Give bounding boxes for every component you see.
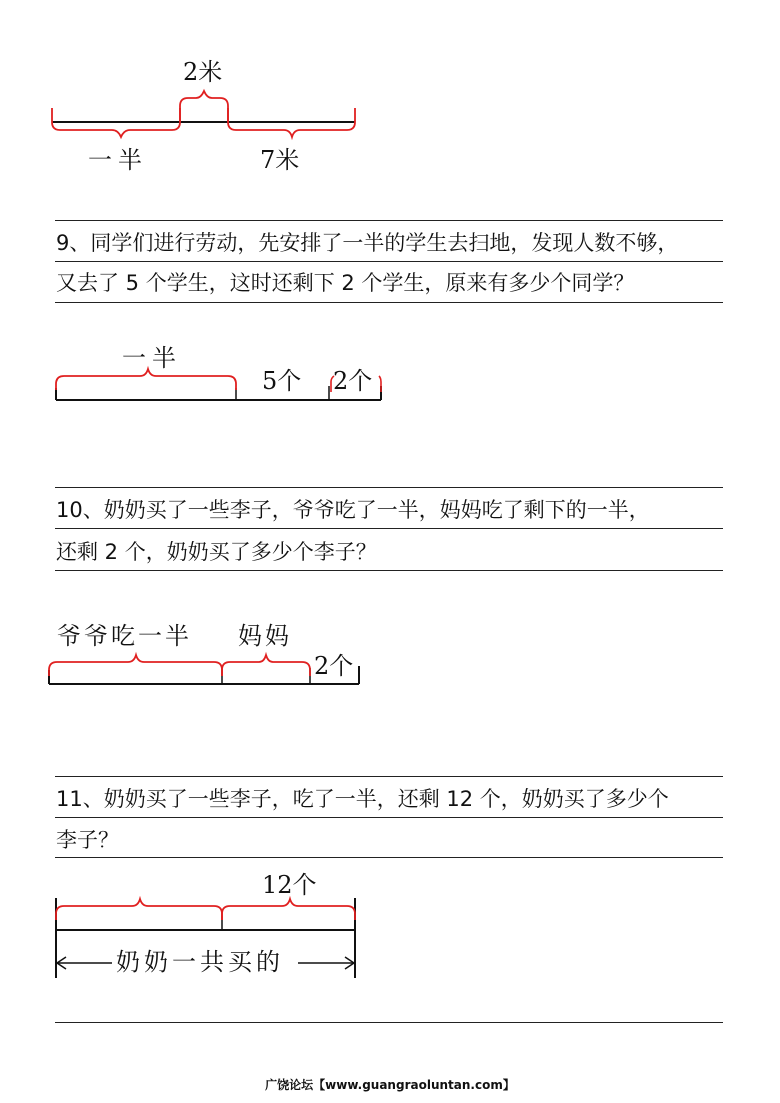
diagram-1-left-label: 一半	[88, 146, 148, 174]
q9-rule-top	[55, 220, 723, 221]
q9-line-2: 又去了 5 个学生，这时还剩下 2 个学生，原来有多少个同学？	[56, 271, 635, 295]
diagram-10-grandpa-brace	[49, 655, 222, 676]
diagram-10-mom-brace	[222, 655, 310, 676]
q11-line-1: 11、奶奶买了一些李子，吃了一半，还剩 12 个，奶奶买了多少个	[56, 787, 669, 811]
diagram-9-half-brace	[56, 369, 236, 390]
q11-rule-bottom	[55, 857, 723, 858]
diagram-11-first-half-brace	[56, 899, 222, 920]
diagram-11-twelve-label: 12个	[262, 871, 317, 899]
q11-line-2: 李子？	[56, 828, 119, 852]
diagram-9-two-label: 2个	[333, 367, 373, 395]
q11-rule-middle	[55, 817, 723, 818]
diagram-10-mom-label: 妈妈	[238, 622, 292, 650]
q10-line-1: 10、奶奶买了一些李子，爷爷吃了一半，妈妈吃了剩下的一半，	[56, 498, 650, 522]
q11-rule-top	[55, 776, 723, 777]
diagram-1-right-label: 7米	[260, 146, 300, 174]
diagram-1-top-brace	[180, 91, 228, 122]
diagram-1-top-label: 2米	[183, 58, 223, 86]
diagram-10-grandpa-label: 爷爷吃一半	[57, 622, 192, 650]
page-bottom-rule	[55, 1022, 723, 1023]
q10-line-2: 还剩 2 个，奶奶买了多少个李子？	[56, 540, 377, 564]
q10-rule-top	[55, 487, 723, 488]
q9-rule-middle	[55, 261, 723, 262]
diagram-9-half-label: 一半	[122, 344, 182, 372]
diagram-11-second-half-brace	[222, 899, 355, 920]
diagram-9-graphic	[0, 330, 780, 430]
footer-text: 广饶论坛【www.guangraoluntan.com】	[265, 1078, 515, 1092]
q9-rule-bottom	[55, 302, 723, 303]
diagram-9-five-label: 5个	[262, 367, 302, 395]
q10-rule-bottom	[55, 570, 723, 571]
diagram-10-graphic	[0, 600, 780, 700]
q10-rule-middle	[55, 528, 723, 529]
q9-line-1: 9、同学们进行劳动，先安排了一半的学生去扫地，发现人数不够，	[56, 231, 679, 255]
diagram-11-total-label: 奶奶一共买的	[116, 948, 284, 976]
diagram-10-two-label: 2个	[314, 652, 354, 680]
